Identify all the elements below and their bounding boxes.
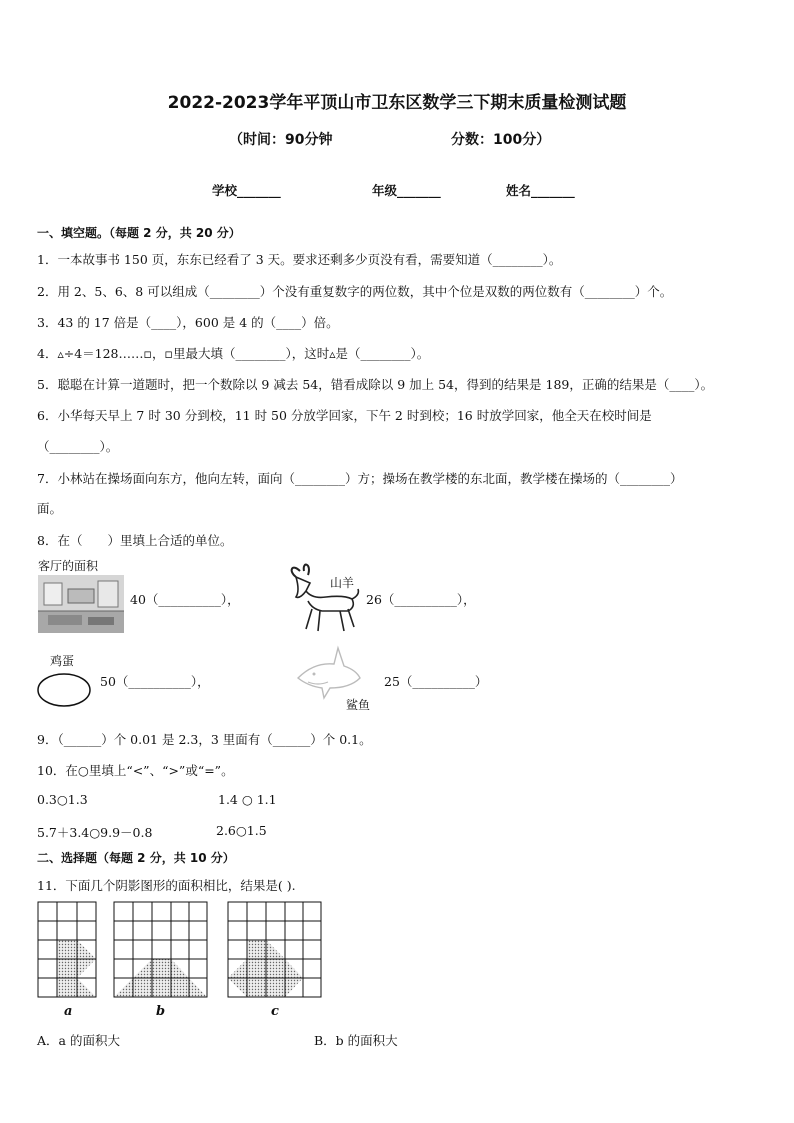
question-3: 3．43 的 17 倍是（____），600 是 4 的（____）倍。 [37,315,339,330]
shark-label: 鲨鱼 [346,698,371,712]
figure-b-grid [113,901,209,998]
option-a: A．a 的面积大 [37,1033,120,1048]
goat-answer: 26（__________）， [366,592,476,607]
question-10-c: 5.7＋3.4○9.9－0.8 [37,825,153,840]
shark-answer: 25（__________） [384,674,488,689]
figure-a-grid [37,901,99,998]
figure-c-grid [227,901,323,998]
egg-image [36,672,92,708]
egg-answer: 50（__________）， [100,674,210,689]
living-room-image [38,575,124,633]
question-2: 2．用 2、5、6、8 可以组成（________）个没有重复数字的两位数，其中个位是双数的两位数有（________）个。 [37,284,673,299]
section-2-heading: 二、选择题（每题 2 分，共 10 分） [37,851,235,865]
section-1-heading: 一、填空题。（每题 2 分，共 20 分） [37,226,241,240]
living-room-answer: 40（__________）， [130,592,240,607]
goat-image [282,561,362,633]
page-title: 2022-2023学年平顶山市卫东区数学三下期末质量检测试题 [167,93,627,113]
figure-b-label: b [156,1004,166,1019]
question-7: 7．小林站在操场面向东方，他向左转，面向（________）方；操场在教学楼的东北面，教学楼在操场的（________） [37,471,683,486]
question-10-a: 0.3○1.3 [37,792,88,807]
question-4: 4．▵÷4＝128……▫，▫里最大填（________），这时▵是（________）。 [37,346,430,361]
shark-image [294,644,364,700]
question-6-blank: （________）。 [37,439,119,454]
option-b: B．b 的面积大 [314,1033,398,1048]
exam-score: 分数：100分） [451,132,551,148]
question-1: 1．一本故事书 150 页，东东已经看了 3 天。要求还剩多少页没有看，需要知道（________）。 [37,252,562,267]
question-10-d: 2.6○1.5 [216,823,267,838]
question-6: 6．小华每天早上 7 时 30 分到校，11 时 50 分放学回家，下午 2 时到校；16 时放学回家，他全天在校时间是 [37,408,652,423]
question-11: 11．下面几个阴影图形的面积相比，结果是( ). [37,878,296,893]
name-field: 姓名_______ [506,183,575,198]
question-8: 8．在（ ）里填上合适的单位。 [37,533,233,548]
grade-field: 年级_______ [372,183,441,198]
question-5: 5．聪聪在计算一道题时，把一个数除以 9 减去 54，错看成除以 9 加上 54，得到的结果是 189，正确的结果是（____）。 [37,377,714,392]
egg-label: 鸡蛋 [50,654,75,668]
school-field: 学校_______ [212,183,281,198]
question-10: 10．在○里填上“<”、“>”或“=”。 [37,763,234,778]
figure-c-label: c [271,1004,279,1019]
question-10-b: 1.4 ○ 1.1 [218,792,277,807]
living-room-label: 客厅的面积 [38,559,99,573]
figure-a-label: a [64,1004,73,1019]
question-9: 9．（______）个 0.01 是 2.3，3 里面有（______）个 0.1。 [37,732,372,747]
question-7-end: 面。 [37,501,63,516]
exam-time: （时间：90分钟 [229,132,333,148]
goat-label: 山羊 [330,576,355,590]
